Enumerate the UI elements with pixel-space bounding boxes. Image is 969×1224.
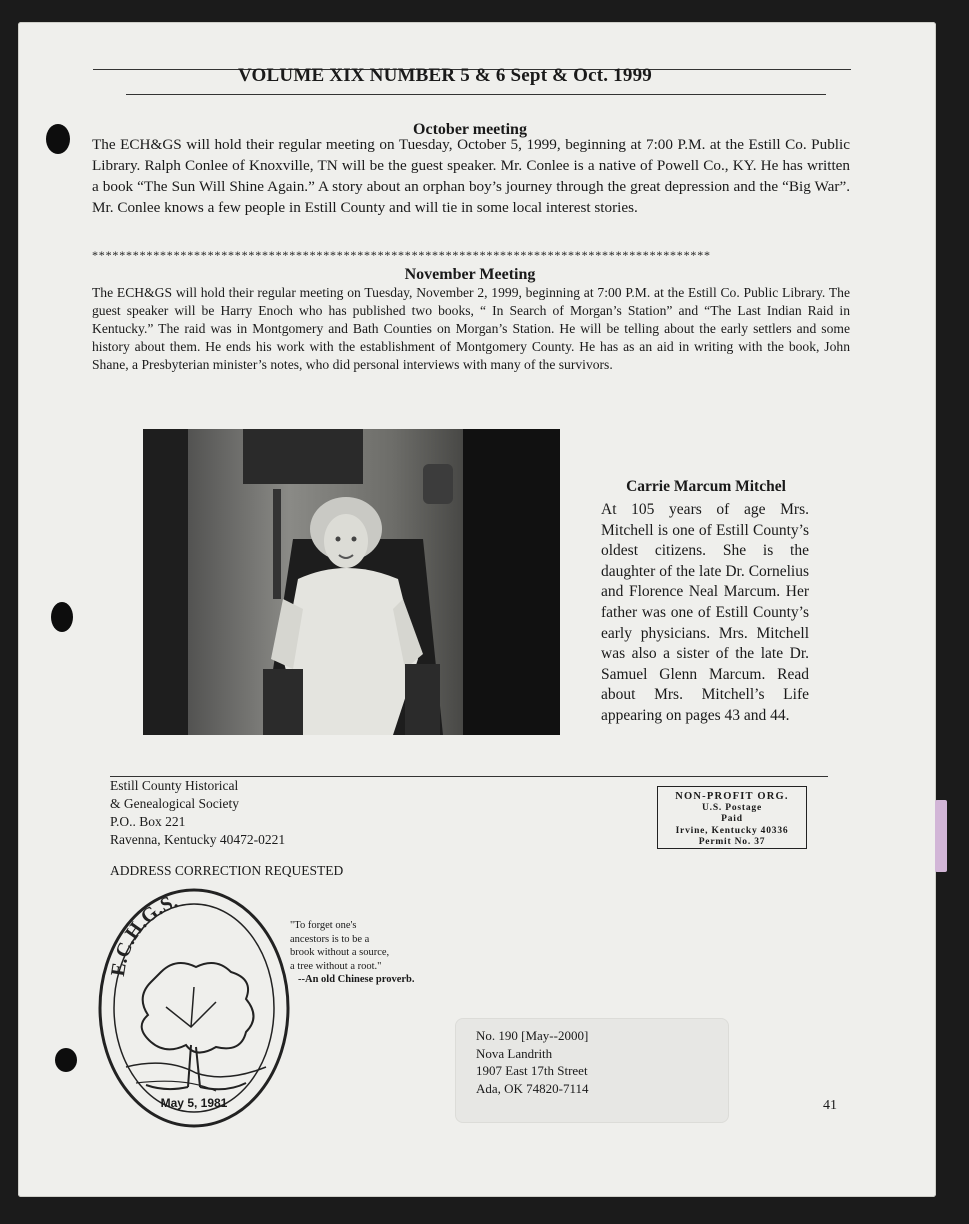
mailing-label bbox=[456, 1019, 728, 1122]
november-heading: November Meeting bbox=[404, 266, 536, 283]
mailing-label-line: Nova Landrith bbox=[476, 1045, 553, 1061]
punch-hole-top bbox=[46, 124, 70, 154]
mailing-label-line: 1907 East 17th Street bbox=[476, 1063, 588, 1078]
quote-line: a tree without a root." bbox=[290, 960, 382, 972]
october-heading: October meeting bbox=[413, 121, 527, 138]
newsletter-page bbox=[18, 22, 936, 1197]
return-address-line: & Genealogical Society bbox=[110, 796, 239, 811]
quote-line: "To forget one's bbox=[290, 920, 357, 931]
portrait-photo-image bbox=[143, 429, 560, 735]
asterisk-divider: ******************************************************************************************* bbox=[92, 248, 711, 262]
postage-line: Irvine, Kentucky 40336 bbox=[675, 825, 789, 836]
seal-date: May 5, 1981 bbox=[160, 1096, 228, 1110]
postage-line: NON-PROFIT ORG. bbox=[675, 791, 789, 802]
sticky-tab bbox=[935, 800, 947, 872]
punch-hole-middle bbox=[51, 602, 73, 632]
tree-seal-icon bbox=[96, 887, 292, 1129]
page-number: 41 bbox=[823, 1098, 837, 1113]
quote-line: brook without a source, bbox=[290, 947, 390, 958]
mailing-label-line: Ada, OK 74820-7114 bbox=[476, 1080, 589, 1096]
november-body: The ECH&GS will hold their regular meeting on Tuesday, November 2, 1999, beginning at 7:00 P.M. at the Estill Co. Public Library. The guest speaker will be Harry Enoch who has published two books, “ In Search of Morgan’s Station” and “The Last Indian Raid in Kentucky.” The raid was in Montgomery and Bath Counties on Morgan’s Station. He will be telling about the early settlers and some history about them. He ends his work with the establishment of Montgomery County. He has as an aid in writing with the book, John Shane, a Presbyterian minister’s notes, who did personal interviews with many of the survivors. bbox=[92, 285, 850, 372]
punch-hole-bottom bbox=[55, 1048, 77, 1072]
return-address-line: P.O.. Box 221 bbox=[110, 814, 186, 829]
postage-permit-box bbox=[657, 786, 807, 849]
postage-line: Paid bbox=[721, 814, 743, 824]
feature-title: Carrie Marcum Mitchel bbox=[626, 478, 786, 495]
masthead-bottom-rule bbox=[126, 94, 826, 95]
postage-line: Permit No. 37 bbox=[698, 837, 766, 847]
return-address-line: Ravenna, Kentucky 40472-0221 bbox=[110, 832, 286, 847]
proverb-quote bbox=[290, 919, 460, 987]
october-body: The ECH&GS will hold their regular meeting on Tuesday, October 5, 1999, beginning at 7:00 P.M. at the Estill Co. Public Library. Ralph Conlee of Knoxville, TN will be the guest speaker. Mr. Conlee is a native of Powell Co., KY. He has written a book “The Sun Will Shine Again.” A story about an orphan boy’s journey through the great depression and the “Big War”. Mr. Conlee knows a few people in Estill County and will tie in some local interest stories. bbox=[92, 136, 850, 216]
portrait-photo bbox=[143, 429, 560, 735]
mailing-label-line: No. 190 [May--2000] bbox=[476, 1028, 589, 1043]
quote-attribution: --An old Chinese proverb. bbox=[298, 974, 415, 985]
seal-arc-text: E.C.H.G.S. bbox=[106, 890, 181, 978]
feature-body: At 105 years of age Mrs. Mitchell is one of Estill County’s oldest citizens. She is the daughter of the late Dr. Cornelius and Florence Neal Marcum. Her father was one of Estill County’s early physicians. Mrs. Mitchell was also a sister of the late Dr. Samuel Glenn Marcum. Read about Mrs. Mitchell’s Life appearing on pages 43 and 44. bbox=[601, 501, 809, 724]
address-correction: ADDRESS CORRECTION REQUESTED bbox=[110, 863, 344, 878]
quote-line: ancestors is to be a bbox=[290, 933, 370, 945]
postage-line: U.S. Postage bbox=[702, 802, 762, 813]
return-address bbox=[110, 777, 350, 849]
volume-line: VOLUME XIX NUMBER 5 & 6 Sept & Oct. 1999 bbox=[238, 65, 652, 86]
society-seal bbox=[96, 887, 292, 1129]
return-address-line: Estill County Historical bbox=[110, 778, 239, 793]
